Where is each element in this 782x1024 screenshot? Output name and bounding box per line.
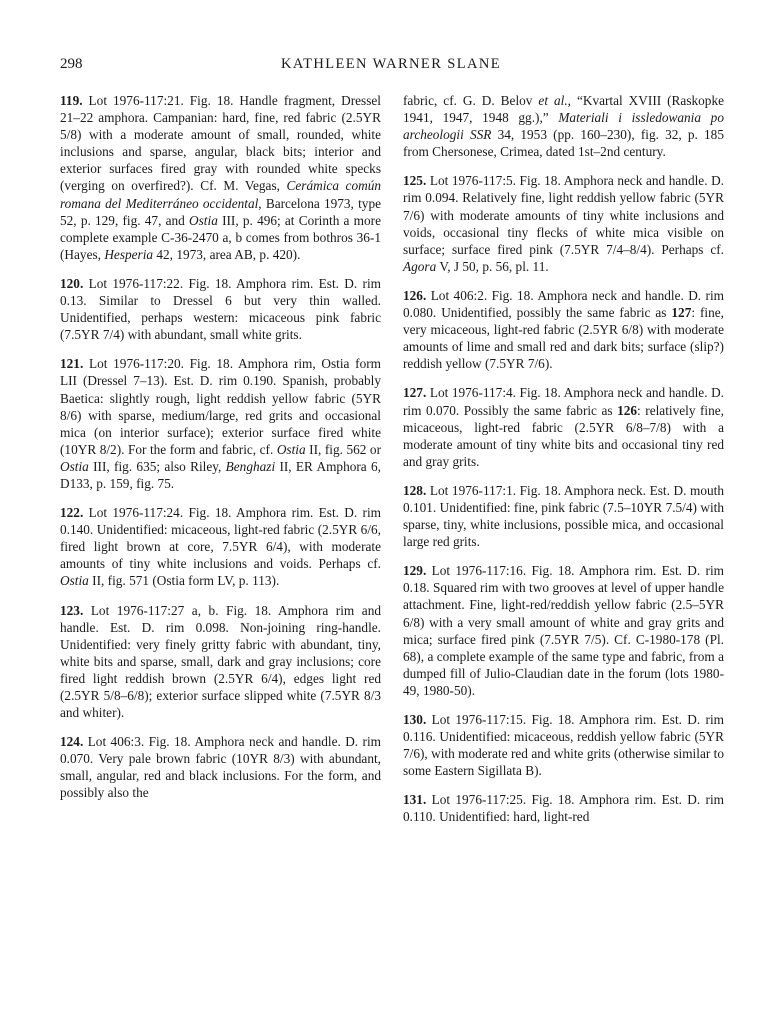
catalog-entry-128: 128. Lot 1976-117:1. Fig. 18. Amphora neck. Est. D. mouth 0.101. Unidentified: fine, pink fabric (7.5–10YR 7.5/4) with sparse, tiny, white inclusions, possible mica, and occasional large red grits. [403, 482, 724, 550]
running-head: KATHLEEN WARNER SLANE [280, 56, 502, 72]
catalog-entry-125: 125. Lot 1976-117:5. Fig. 18. Amphora neck and handle. D. rim 0.094. Relatively fine, light reddish yellow fabric (5YR 7/6) with moderate amounts of tiny white inclusions and voids, occasional tiny flecks of white mica visible on surface; surface fired pink (7.5YR 7/4–8/4). Perhaps cf. Agora V, J 50, p. 56, pl. 11. [403, 173, 724, 274]
catalog-entry-129: 129. Lot 1976-117:16. Fig. 18. Amphora rim. Est. D. rim 0.18. Squared rim with two grooves at level of upper handle attachment. Fine, light-red/reddish yellow fabric (2.5–5YR 6/8) with a very small amount of white and gray grits and mica; surface fired pink (7.5YR 7/5). Cf. C-1980-178 (Pl. 68), a complete example of the same type and fabric, from a dumped fill of Julio-Claudian date in the forum (lots 1980-49, 1980-50). [403, 563, 724, 698]
catalog-entry-123: 123. Lot 1976-117:27 a, b. Fig. 18. Amphora rim and handle. Est. D. rim 0.098. Non-joining ring-handle. Unidentified: very finely gritty fabric with abundant, tiny, white bits and sparse, small, dark and gray inclusions; core fired light reddish brown (2.5YR 6/4), edges light red (2.5YR 5/8–6/8); exterior surface slipped white (7.5YR 8/3 and whiter). [60, 602, 381, 721]
catalog-entry-130: 130. Lot 1976-117:15. Fig. 18. Amphora rim. Est. D. rim 0.116. Unidentified: micaceous, reddish yellow fabric (5YR 7/6), with moderate red and white grits (otherwise similar to some Eastern Sigillata B). [403, 712, 724, 779]
catalog-entry-121: 121. Lot 1976-117:20. Fig. 18. Amphora rim, Ostia form LII (Dressel 7–13). Est. D. rim 0.190. Spanish, probably Baetica: slightly rough, light reddish yellow fabric (5YR 8/6) with sparse, medium/large, red grits and occasional mica (on interior surface); exterior surface fired white (10YR 8/2). For the form and fabric, cf. Ostia II, fig. 562 or Ostia III, fig. 635; also Riley, Benghazi II, ER Amphora 6, D133, p. 159, fig. 75. [60, 356, 381, 491]
catalog-entry-124: 124. Lot 406:3. Fig. 18. Amphora neck and handle. D. rim 0.070. Very pale brown fabric (10YR 8/3) with abundant, small, angular, red and black inclusions. For the form, and possibly also the [60, 734, 381, 801]
right-column [403, 92, 724, 838]
catalog-entry-124-continued: fabric, cf. G. D. Belov et al., “Kvartal XVIII (Raskopke 1941, 1947, 1948 gg.),” Materiali i issledowania po archeologii SSR 34, 1953 (pp. 160–230), fig. 32, p. 185 from Chersonese, Crimea, dated 1st–2nd century. [403, 93, 725, 160]
left-column [60, 92, 381, 814]
catalog-entry-119: 119. Lot 1976-117:21. Fig. 18. Handle fragment, Dressel 21–22 amphora. Campanian: hard, fine, red fabric (2.5YR 5/8) with a moderate amount of small, rounded, white inclusions and sparse, angular, black bits; interior and exterior surfaces fired gray with rounded white specks (verging on overfired?). Cf. M. Vegas, Cerámica común romana del Mediterráneo occidental, Barcelona 1973, type 52, p. 129, fig. 47, and Ostia III, p. 496; at Corinth a more complete example C-36-2470 a, b comes from bothros 36-1 (Hayes, Hesperia 42, 1973, area AB, p. 420). [60, 93, 381, 262]
catalog-entry-122: 122. Lot 1976-117:24. Fig. 18. Amphora rim. Est. D. rim 0.140. Unidentified: micaceous, light-red fabric (2.5YR 6/6, fired light brown at core, 7.5YR 6/4), with moderate amounts of tiny white inclusions and voids. Perhaps cf. Ostia II, fig. 571 (Ostia form LV, p. 113). [60, 505, 381, 589]
catalog-entry-127: 127. Lot 1976-117:4. Fig. 18. Amphora neck and handle. D. rim 0.070. Possibly the same fabric as 126: relatively fine, micaceous, light-red fabric (2.5YR 6/8–7/8) with a moderate amount of tiny white bits and occasional tiny red and gray grits. [403, 385, 724, 469]
page-header [60, 56, 722, 78]
catalog-entry-120: 120. Lot 1976-117:22. Fig. 18. Amphora rim. Est. D. rim 0.13. Similar to Dressel 6 but very thin walled. Unidentified, perhaps western: micaceous pink fabric (7.5YR 7/4) with abundant, small white grits. [60, 275, 381, 343]
page-number: 298 [60, 56, 83, 72]
catalog-entry-126: 126. Lot 406:2. Fig. 18. Amphora neck and handle. D. rim 0.080. Unidentified, possibly the same fabric as 127: fine, very micaceous, light-red fabric (2.5YR 6/8) with moderate amounts of lime and small red and dark bits; surface (slip?) reddish yellow (7.5YR 7/6). [403, 287, 724, 372]
catalog-entry-131: 131. Lot 1976-117:25. Fig. 18. Amphora rim. Est. D. rim 0.110. Unidentified: hard, light-red [403, 792, 724, 825]
